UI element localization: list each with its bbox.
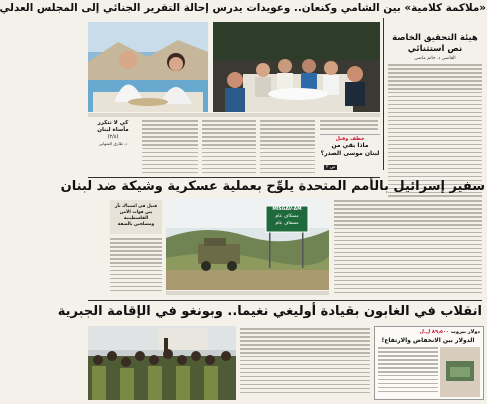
- photo-caption-middle: [166, 291, 329, 295]
- dollar-box: [374, 326, 484, 400]
- sidebar-title-2: نص استثنائي: [407, 44, 463, 54]
- dollar-photo: [440, 347, 480, 397]
- cartoon-box: [88, 120, 138, 176]
- side-mid-line3: ومسلحين بالضفة: [117, 222, 155, 227]
- article-col-3: [202, 120, 256, 176]
- cartoon-line1: كي لا تتكرر: [97, 120, 129, 126]
- middle-headline: سفير إسرائيل بالأمم المتحدة يلوِّح بعملية عسكرية وشيكة ضد لبنان: [60, 179, 485, 194]
- side-mid-box: [110, 200, 162, 234]
- sign-line2: مسكاف عام: [275, 214, 299, 219]
- dollar-box-text: [378, 347, 438, 397]
- dollar-title: الدولار بين الانخفاض والارتفاع!: [381, 337, 475, 344]
- photo-dinner-group: [213, 22, 380, 112]
- photo-crowd-soldiers: [88, 326, 236, 400]
- teaser-line1: ماذا بقي من: [331, 142, 369, 149]
- middle-right-text: [334, 200, 482, 296]
- sidebar-byline: القاضي د. حاتم ماضي: [414, 56, 456, 61]
- teaser-box[interactable]: [320, 134, 380, 176]
- bottom-middle-text: [240, 328, 370, 398]
- side-mid-line1: قتيل في اشتباك ثأر: [114, 204, 158, 209]
- sign-line3: مسقاف عام: [275, 221, 299, 226]
- bottom-headline: انقلاب في الغابون بقيادة أوليغي نغيما.. وبونغو في الإقامة الجبرية: [57, 304, 482, 319]
- cartoon-line3: (٢/٤): [107, 134, 119, 140]
- cartoon-byline: د. طارق الشهابي: [98, 141, 128, 146]
- article-col-4: [142, 120, 198, 176]
- article-col-2: [320, 120, 378, 132]
- top-headline: «ملاكمة كلامية» بين الشامي وكنعان.. وعويدات يدرس إحالة التقرير الجنائي إلى المجلس العدلي: [0, 2, 486, 14]
- photo-two-women: [88, 22, 208, 112]
- dollar-label: دولار بيروت: [450, 329, 480, 335]
- photo-caption-top: [88, 113, 380, 117]
- left-column-text: [110, 238, 162, 294]
- photo-military-vehicle: [166, 198, 329, 290]
- cartoon-line2: مأساة لبنان: [97, 127, 129, 133]
- teaser-page-badge: ص ٢: [326, 165, 336, 170]
- sign-line1: MISGAV-AM: [272, 207, 302, 212]
- teaser-line2: لبنان موسى الصدر؟: [320, 150, 380, 157]
- dollar-label-row: [420, 329, 480, 335]
- section-rule-2: [88, 300, 482, 301]
- side-mid-line2: بين قوات الأمن الفلسطينية: [119, 210, 153, 221]
- sidebar-title-1: هيئة التحقيق الخاصة: [392, 33, 478, 43]
- article-col-1: [260, 120, 315, 176]
- sidebar-rule: [383, 18, 384, 170]
- dollar-value: ٨٩٫٥٠٠ ل.ل: [419, 329, 450, 335]
- teaser-label: خطف وقتل: [335, 136, 365, 142]
